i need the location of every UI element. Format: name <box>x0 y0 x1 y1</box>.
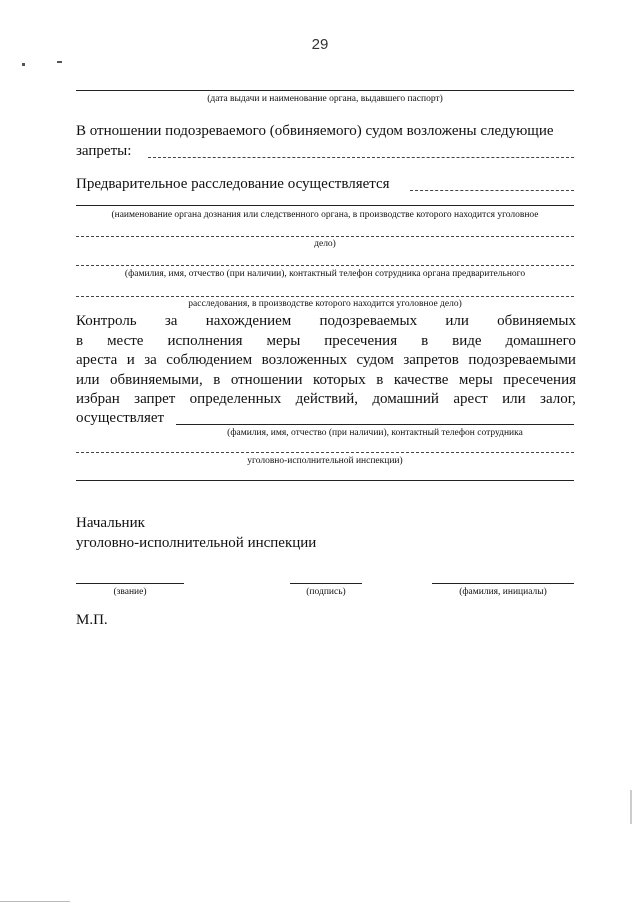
prohibitions-text-line1: В отношении подозреваемого (обвиняемого) судом возложены следующие <box>76 123 554 139</box>
paragraph-word: залог, <box>540 391 576 407</box>
rank-line <box>76 583 184 584</box>
paragraph-word: избран <box>76 391 120 407</box>
page-number: 29 <box>311 36 329 53</box>
paragraph-word: нахождением <box>205 313 292 329</box>
paragraph-word: домашнего <box>505 333 576 349</box>
paragraph-word: которых <box>313 372 366 388</box>
scan-edge-mark <box>630 790 632 824</box>
paragraph-word: исполнения <box>167 333 243 349</box>
paragraph-word: или <box>76 372 100 388</box>
paragraph-word: или <box>445 313 469 329</box>
investigation-caption-4: расследования, в производстве которого находится уголовное дело) <box>188 299 462 309</box>
passport-issuer-caption: (дата выдачи и наименование органа, выдавшего паспорт) <box>207 94 443 104</box>
control-line-3 <box>76 480 574 481</box>
paragraph-word: в <box>421 333 429 349</box>
name-line <box>432 583 574 584</box>
paragraph-word: в <box>76 333 84 349</box>
paragraph-word: меры <box>458 372 493 388</box>
paragraph-word: запрет <box>134 391 176 407</box>
paragraph-word: судом <box>356 352 394 368</box>
paragraph-word: соблюдением <box>166 352 253 368</box>
scan-edge-mark <box>0 901 70 902</box>
investigation-line-1 <box>76 205 574 206</box>
paragraph-word: виде <box>452 333 482 349</box>
paragraph-word: пресечения <box>503 372 576 388</box>
paragraph-word: подозреваемых <box>319 313 418 329</box>
control-text-line1 <box>76 313 576 330</box>
passport-issuer-line <box>76 90 574 91</box>
investigation-caption-1: (наименование органа дознания или следственного органа, в производстве которого находится уголовное <box>111 210 539 220</box>
paragraph-word: обвиняемых <box>497 313 576 329</box>
paragraph-word: и <box>126 352 135 368</box>
paragraph-word: качестве <box>393 372 449 388</box>
paragraph-word: или <box>502 391 526 407</box>
control-text-line5 <box>76 391 576 408</box>
paragraph-word: за <box>164 313 178 329</box>
paragraph-word: в <box>376 372 384 388</box>
paragraph-word: запретов <box>403 352 459 368</box>
name-caption: (фамилия, инициалы) <box>459 587 547 597</box>
paragraph-word: определенных <box>189 391 282 407</box>
control-caption-2: уголовно-исполнительной инспекции) <box>247 456 403 466</box>
control-text-line2 <box>76 333 576 350</box>
investigation-blank-line <box>410 190 574 191</box>
control-line-2 <box>76 452 574 453</box>
investigation-caption-3: (фамилия, имя, отчество (при наличии), контактный телефон сотрудника органа предварительного <box>124 269 526 279</box>
investigation-caption-2: дело) <box>314 239 336 249</box>
control-text-line6: осуществляет <box>76 410 165 426</box>
control-officer-line <box>176 424 574 425</box>
signatory-title-2: уголовно-исполнительной инспекции <box>76 535 317 551</box>
signature-caption: (подпись) <box>306 587 346 597</box>
signature-line <box>290 583 362 584</box>
paragraph-word: месте <box>107 333 144 349</box>
control-text-line4 <box>76 372 576 389</box>
prohibitions-blank-line <box>148 157 574 158</box>
paragraph-word: подозреваемыми <box>468 352 576 368</box>
investigation-label: Предварительное расследование осуществляется <box>76 176 390 192</box>
investigation-line-4 <box>76 296 574 297</box>
paragraph-word: обвиняемыми, <box>110 372 203 388</box>
rank-caption: (звание) <box>113 587 147 597</box>
prohibitions-text-line2: запреты: <box>76 143 132 159</box>
paragraph-word: Контроль <box>76 313 137 329</box>
signatory-title-1: Начальник <box>76 515 145 531</box>
scan-mark <box>22 63 25 66</box>
investigation-line-2 <box>76 236 574 237</box>
paragraph-word: домашний <box>372 391 439 407</box>
paragraph-word: пресечения <box>324 333 398 349</box>
paragraph-word: меры <box>266 333 301 349</box>
paragraph-word: действий, <box>295 391 359 407</box>
paragraph-word: ареста <box>76 352 118 368</box>
control-text-line3 <box>76 352 576 369</box>
paragraph-word: арест <box>453 391 488 407</box>
control-caption-1: (фамилия, имя, отчество (при наличии), контактный телефон сотрудника <box>227 428 523 438</box>
paragraph-word: за <box>144 352 157 368</box>
scan-mark <box>57 61 62 63</box>
paragraph-word: в <box>213 372 221 388</box>
stamp-mark-label: М.П. <box>76 612 108 628</box>
investigation-line-3 <box>76 265 574 266</box>
paragraph-word: отношении <box>230 372 303 388</box>
paragraph-word: возложенных <box>261 352 348 368</box>
